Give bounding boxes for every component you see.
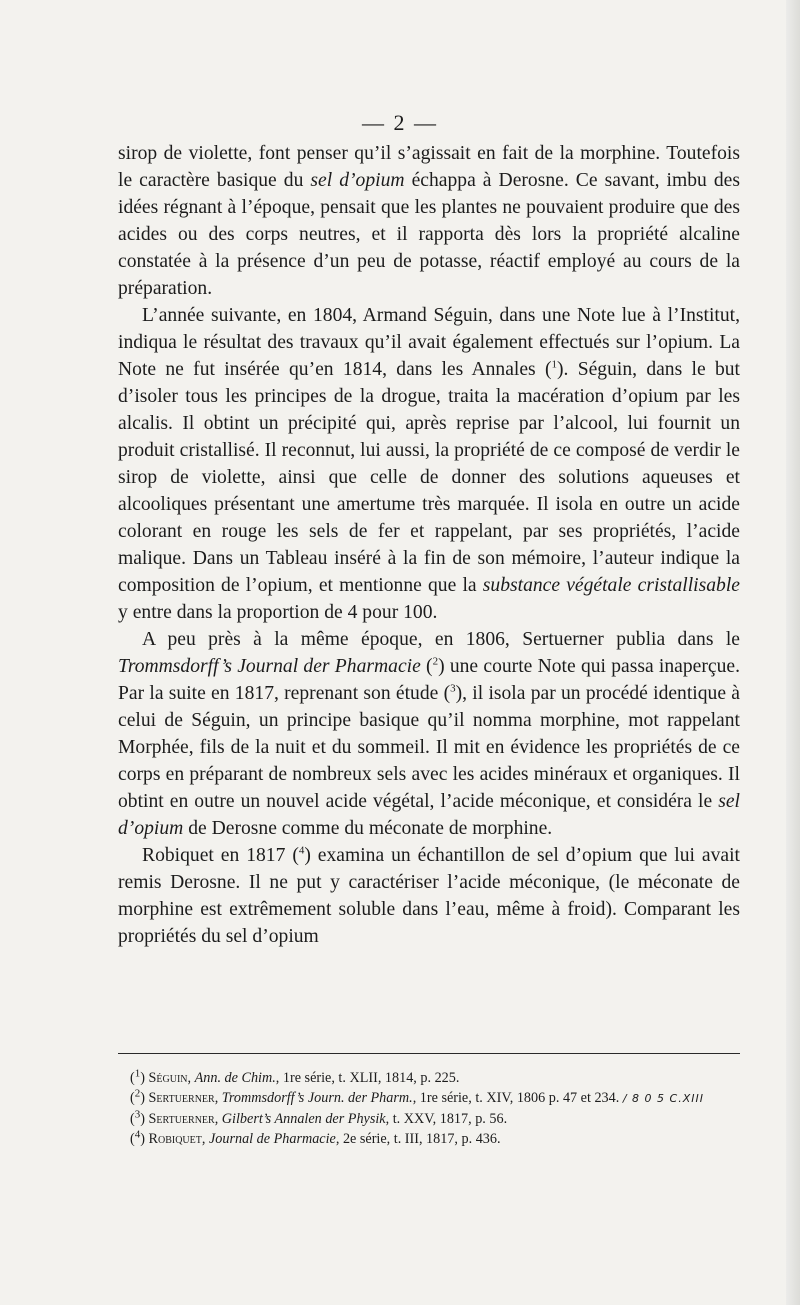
italic-term: sel d’opium xyxy=(118,791,740,839)
text: y entre dans la proportion de 4 pour 100. xyxy=(118,602,438,623)
text: échappa à Derosne. Ce savant, imbu des idées régnant à l’époque, pensait que les plantes ne pouvaient produire que des acides ou des corps neutres, et il rapporta dès lors la propriété alcaline constatée à la présence d’un peu de potasse, réactif employé au cours de la préparation. xyxy=(118,170,740,299)
footnote: ($^2$) Sertuerner, Trommsdorff’s Journ. der Pharm., 1re série, t. XIV, 1806 p. 47 et 234. / 8 0 5 C.XIII xyxy=(130,1087,704,1106)
page-edge xyxy=(786,0,800,1305)
text: ). Séguin, dans le but d’isoler tous les principes de la drogue, traita la macération d’opium par les alcalis. Il obtint un précipité qui, après reprise par l’alcool, lui fournit un produit cristallisé. Il reconnut, lui aussi, la propriété de ce composé de verdir le sirop de violette, ainsi que celle de donner des solutions aqueuses et alcooliques présentant une amertume très marquée. Il isola en outre un acide colorant en rouge les sels de fer et rappelant, par ses propriétés, l’acide malique. Dans un Tableau inséré à la fin de son mémoire, l’auteur indique la composition de l’opium, et mentionne que la xyxy=(118,359,740,596)
footnote: ($^1$) Séguin, Ann. de Chim., 1re série, t. XLII, 1814, p. 225. xyxy=(130,1067,460,1086)
footnote-title: Journal de Pharmacie xyxy=(208,1131,336,1147)
paragraph-4 xyxy=(118,842,740,950)
footnote-ref: 1 xyxy=(551,358,557,371)
paragraph-2 xyxy=(118,302,740,626)
footnote: ($^4$) Robiquet, Journal de Pharmacie, 2e série, t. III, 1817, p. 436. xyxy=(130,1128,501,1147)
footnote-rule xyxy=(118,1053,740,1054)
italic-term: sel d’opium xyxy=(310,170,405,191)
paragraph-1 xyxy=(118,140,740,302)
footnote-details: , 1re série, t. XLII, 1814, p. 225. xyxy=(275,1070,460,1086)
footnote-author: Sertuerner, xyxy=(148,1090,219,1106)
footnote-mark: 1 xyxy=(134,1067,141,1080)
footnote-details: , t. XXV, 1817, p. 56. xyxy=(385,1111,508,1127)
footnote-title: Ann. de Chim. xyxy=(194,1070,276,1086)
footnote-author: Sertuerner, xyxy=(148,1111,219,1127)
footnote-mark: 2 xyxy=(134,1087,141,1100)
italic-term: substance végétale cristallisable xyxy=(482,575,740,596)
text: ( xyxy=(420,656,433,677)
italic-term: Trommsdorff’s Journal der Pharmacie xyxy=(118,656,421,677)
text: L’année suivante, en 1804, Armand Séguin, dans une Note lue à l’Institut, indiqua le résultat des travaux qu’il avait également effectués sur l’opium. La Note ne fut insérée qu’en 1814, dans les Annales ( xyxy=(118,305,740,380)
footnote-author: Robiquet, xyxy=(148,1131,206,1147)
footnote-mark: 3 xyxy=(134,1108,141,1121)
handwritten-annotation: / 8 0 5 C.XIII xyxy=(622,1092,704,1105)
footnote-title: Gilbert’s Annalen der Physik xyxy=(221,1111,386,1127)
footnote-mark: 4 xyxy=(134,1128,141,1141)
text: ) examina un échantillon de sel d’opium que lui avait remis Derosne. Il ne put y caractériser l’acide méconique, (le méconate de morphine est extrêmement soluble dans l’eau, même à froid). Comparant les propriétés du sel d’opium xyxy=(118,845,740,947)
text: sirop de violette, font penser qu’il s’agissait en fait de la morphine. Toutefois le caractère basique du xyxy=(118,143,740,191)
footnote-author: Séguin, xyxy=(148,1070,192,1086)
footnote-title: Trommsdorff’s Journ. der Pharm. xyxy=(221,1090,413,1106)
paragraph-3 xyxy=(118,626,740,842)
footnote-details: , 1re série, t. XIV, 1806 p. 47 et 234. xyxy=(412,1090,620,1106)
text: Robiquet en 1817 ( xyxy=(142,845,299,866)
page-number: — 2 — xyxy=(362,110,438,135)
footnote-details: , 2e série, t. III, 1817, p. 436. xyxy=(335,1131,501,1147)
footnote-ref: 3 xyxy=(450,682,456,695)
footnote-ref: 4 xyxy=(298,844,305,857)
body-text xyxy=(118,140,740,950)
text: de Derosne comme du méconate de morphine. xyxy=(183,818,553,839)
text: A peu près à la même époque, en 1806, Sertuerner publia dans le xyxy=(142,629,740,650)
footnote-ref: 2 xyxy=(432,655,439,668)
text: ), il isola par un procédé identique à celui de Séguin, un principe basique qu’il nomma morphine, mot rappelant Morphée, fils de la nuit et du sommeil. Il mit en évidence les propriétés de ce corps en préparant de nombreux sels avec les acides minéraux et organiques. Il obtint en outre un nouvel acide végétal, l’acide méconique, et considéra le xyxy=(118,683,740,812)
footnote: ($^3$) Sertuerner, Gilbert’s Annalen der Physik, t. XXV, 1817, p. 56. xyxy=(130,1108,508,1127)
footnotes xyxy=(118,1068,740,1149)
text: ) une courte Note qui passa inaperçue. Par la suite en 1817, reprenant son étude ( xyxy=(118,656,740,704)
